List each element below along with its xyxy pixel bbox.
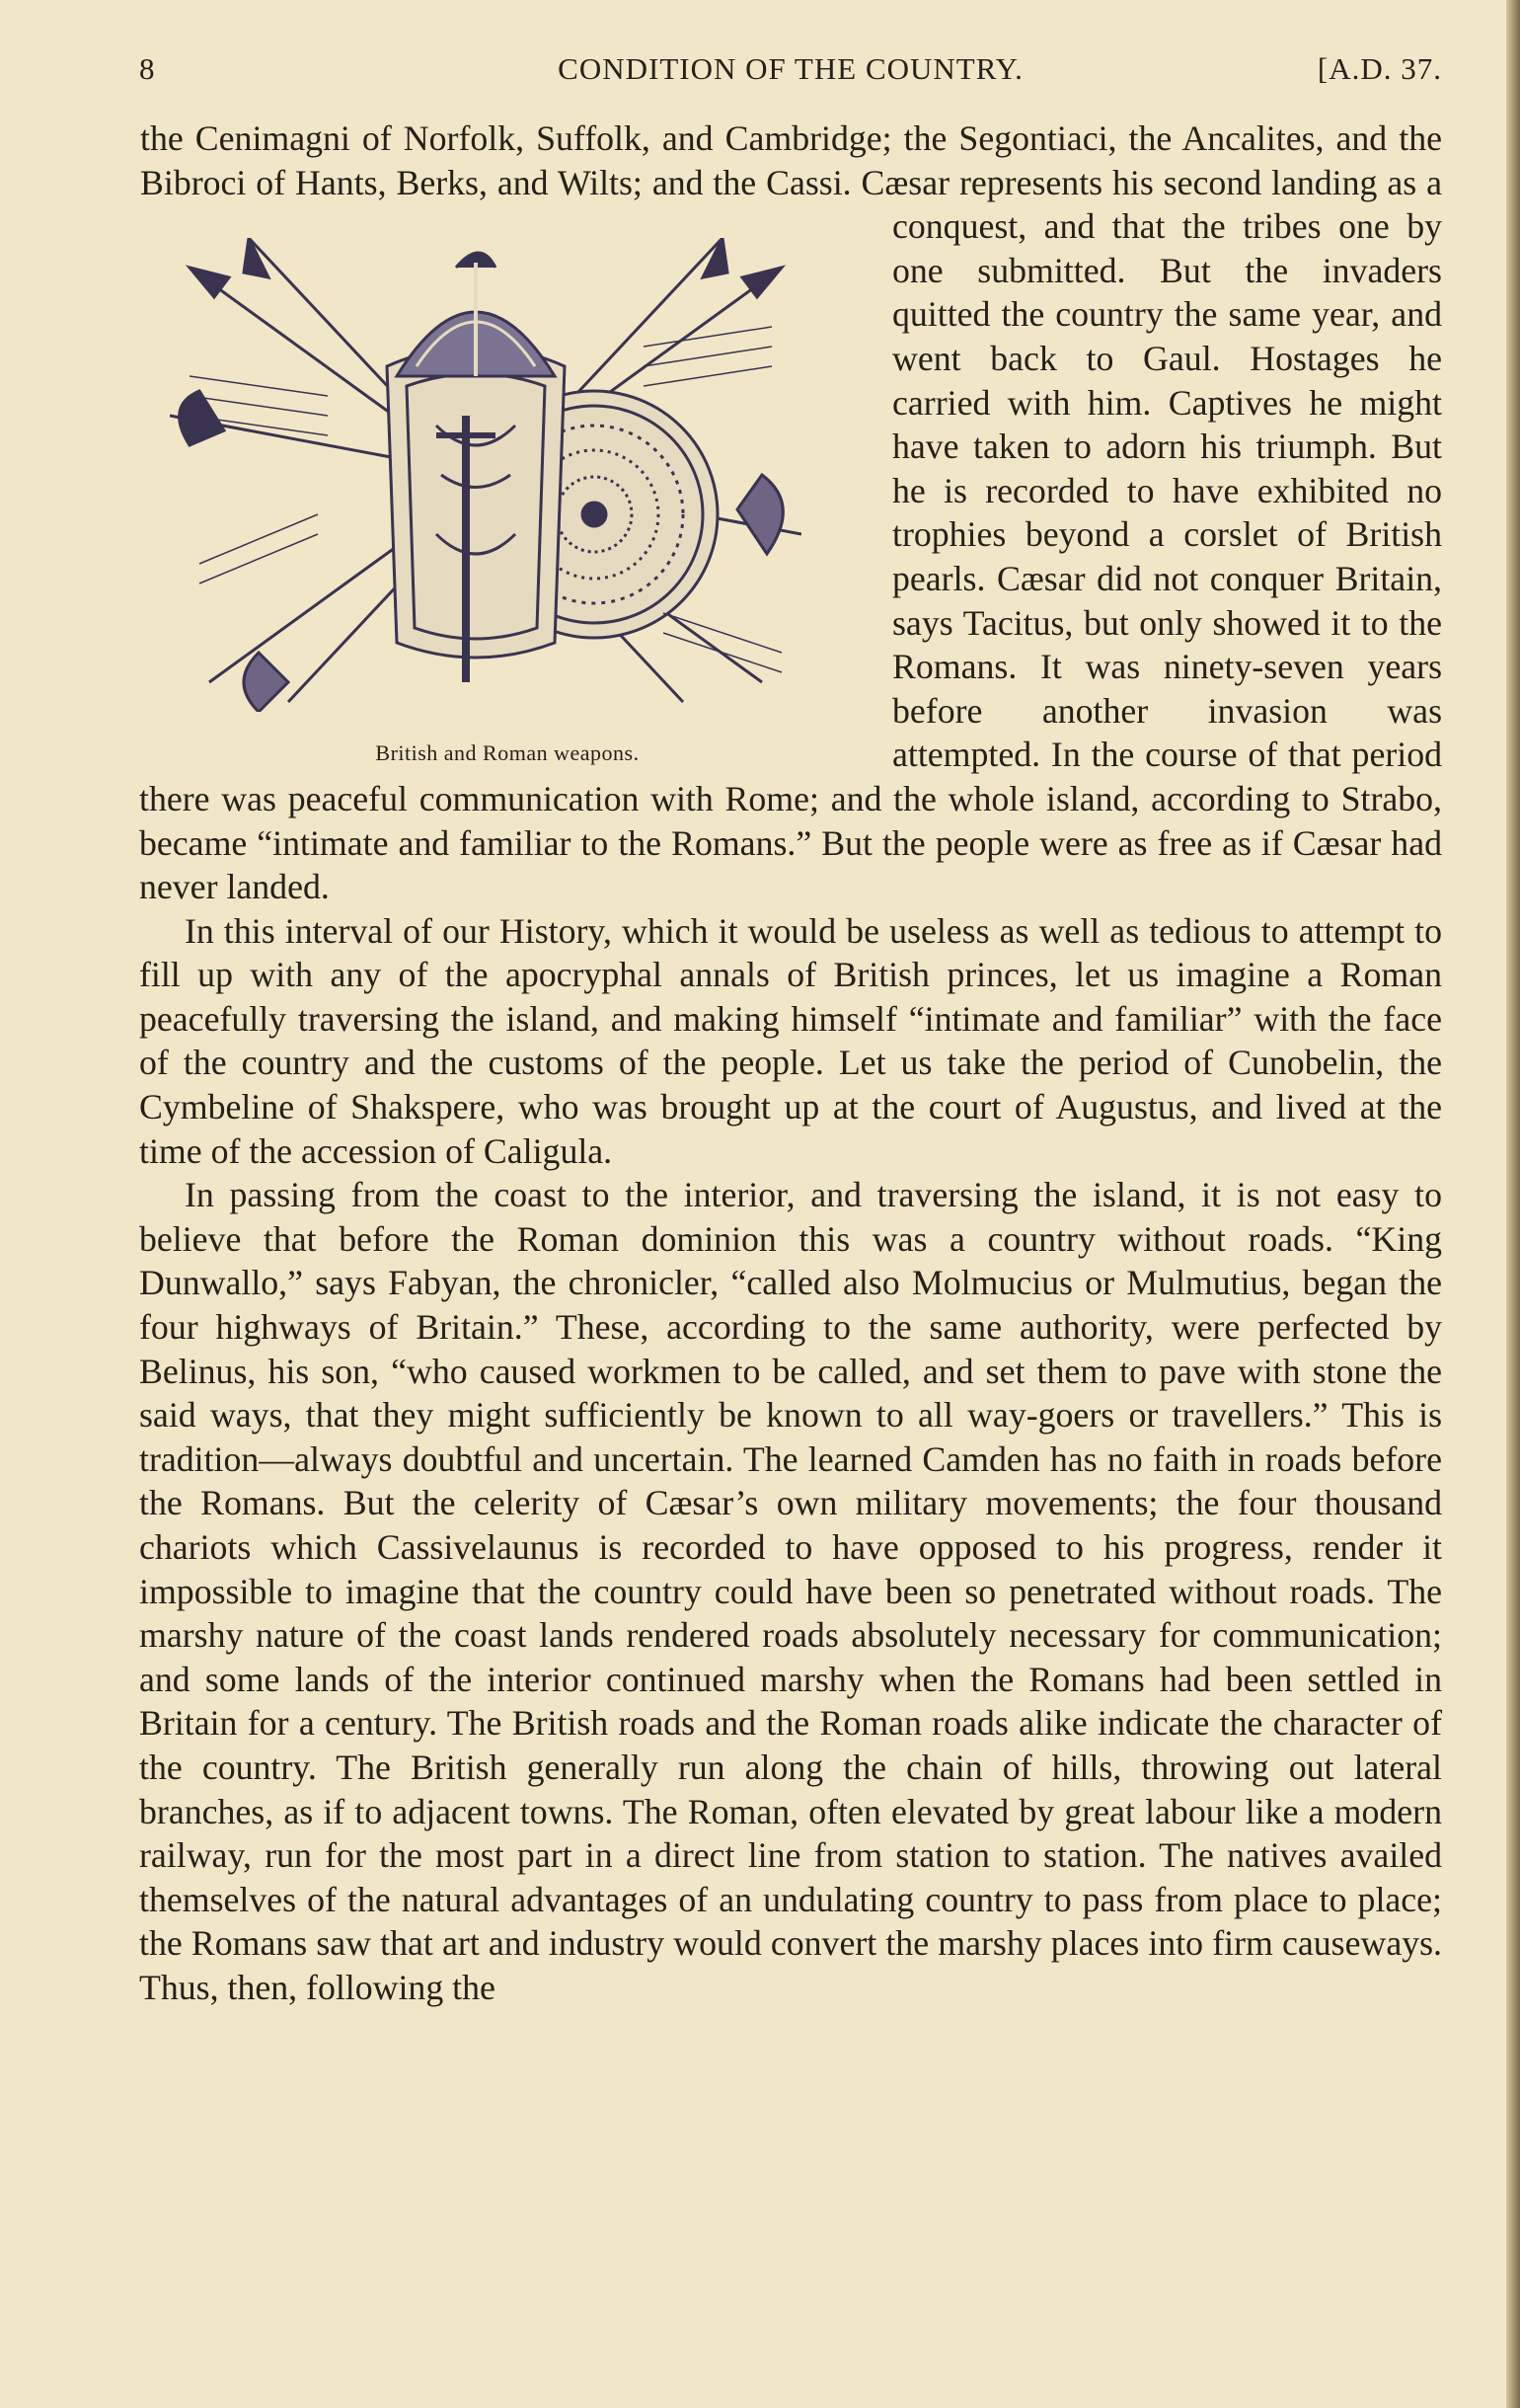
running-title: CONDITION OF THE COUNTRY.: [558, 51, 1024, 86]
body-text: [139, 117, 1442, 2010]
paragraph-2: In this interval of our History, which it would be useless as well as tedious to attempt to fill up with any of the apocryphal annals of British princes, let us imagine a Roman peacefully traversing the island, and making himself “intimate and familiar” with the face of the country and the customs of the people. Let us take the period of Cunobelin, the Cymbeline of Shakspere, who was brought up at the court of Augustus, and lived at the time of the accession of Caligula.: [139, 910, 1442, 1171]
paragraph-1: the Cenimagni of Norfolk, Suffolk, and Cambridge; the Segontiaci, the Ancalites, and the Bibroci of Hants, Berks, and Wilts; and the Cassi. Cæsar represents his second landing as a conquest, and that the tribes one by one submitted. But the invaders quitted the country the same year, and went back to Gaul. Hostages he carried with him. Captives he might have taken to adorn his triumph. But he is recorded to have exhibited no trophies beyond a corslet of British pearls. Cæsar did not conquer Britain, says Tacitus, but only showed it to the Romans. It was ninety-seven years before another invasion was attempted. In the course of that period there was peaceful communication with Rome; and the whole island, according to Strabo, became “intimate and familiar to the Romans.” But the people were as free as if Cæsar had never landed.: [139, 118, 1442, 907]
weapons-engraving-icon: [170, 238, 801, 712]
figure: [137, 238, 877, 773]
page-number: 8: [139, 51, 156, 86]
running-header: [139, 51, 1442, 101]
paragraph-3: In passing from the coast to the interior, and traversing the island, it is not easy to believe that before the Roman dominion this was a country without roads. “King Dunwallo,” says Fabyan, the chronicler, “called also Molmucius or Mulmutius, began the four highways of Britain.” These, according to the same authority, were perfected by Belinus, his son, “who caused workmen to be called, and set them to pave with stone the said ways, that they might sufficiently be known to all way-goers or travellers.” This is tradition—always doubtful and uncertain. The learned Camden has no faith in roads before the Romans. But the celerity of Cæsar’s own military movements; the four thousand chariots which Cassivelaunus is recorded to have opposed to his progress, render it impossible to imagine that the country could have been so penetrated without roads. The marshy nature of the coast lands rendered roads absolutely necessary for communication; and some lands of the interior continued marshy when the Romans had been settled in Britain for a century. The British roads and the Roman roads alike indicate the character of the country. The British generally run along the chain of hills, throwing out lateral branches, as if to adjacent towns. The Roman, often elevated by great labour like a modern railway, run for the most part in a direct line from station to station. The natives availed themselves of the natural advantages of an undulating country to pass from place to place; the Romans saw that art and industry would convert the marshy places into firm causeways. Thus, then, following the: [139, 1175, 1442, 2007]
header-date: [A.D. 37.: [1317, 51, 1442, 86]
page-edge: [1506, 0, 1520, 2408]
figure-caption: British and Roman weapons.: [375, 740, 640, 765]
